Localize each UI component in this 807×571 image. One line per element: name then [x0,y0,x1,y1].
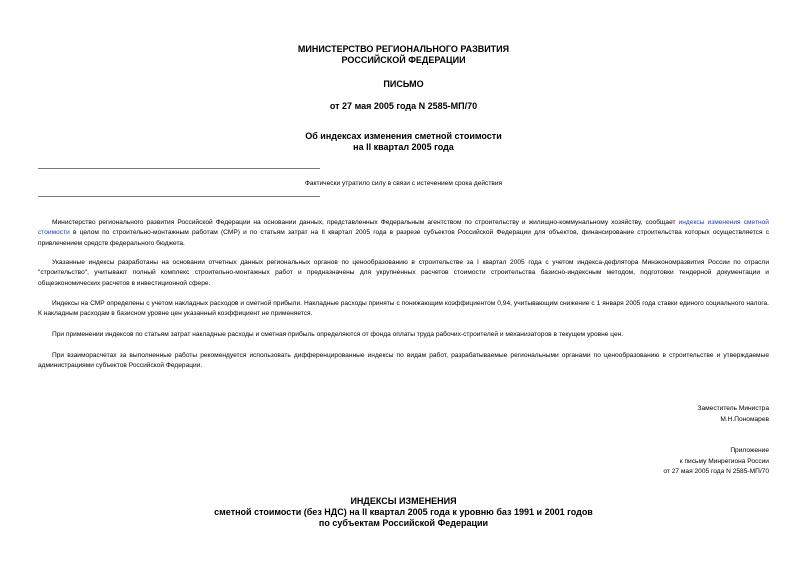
status-note: Фактически утратило силу в связи с истечением срока действия [304,180,503,187]
ministry-name [0,44,807,66]
appendix-date: от 27 мая 2005 года N 2585-МП/70 [663,468,769,475]
paragraph-2: Указанные индексы разработаны на основании отчетных данных региональных органов по ценообразованию в строительстве за I квартал 2005 года с учетом индекса-дефлятора Минэкономразвития России по отрасли "строительство", учитывают полный комплекс строительно-монтажных работ и предназначены для укрупненных расчетов стоимости строительства базисно-индексным методом, подготовки тендерной документации и общеэкономических расчетов в инвестиционной сфере. [38,259,769,287]
indices-title-line-1: ИНДЕКСЫ ИЗМЕНЕНИЯ [350,496,457,506]
subject-line-2: на II квартал 2005 года [353,142,454,152]
indices-title [0,496,807,529]
ministry-line-1: МИНИСТЕРСТВО РЕГИОНАЛЬНОГО РАЗВИТИЯ [297,44,510,54]
indices-link[interactable]: индексы изменения сметной стоимости [38,219,769,237]
appendix-block [663,446,769,478]
divider-top [38,168,320,169]
signature-block [697,404,769,425]
paragraph-1-end: в целом по строительно-монтажным работам (СМР) и по статьям затрат на II квартал 2005 года в разрезе субъектов Российской Федерации для объектов, финансирование строительства которых осуществляется с привлечением средств федерального бюджета. [38,229,769,247]
paragraph-5: При взаиморасчетах за выполненные работы рекомендуется использовать дифференцированные индексы по видам работ, разрабатываемые региональными органами по ценообразованию в строительстве и утверждаемые администрациями субъектов Российской Федерации. [38,352,769,370]
signature-position: Заместитель Министра [697,405,769,412]
paragraph-4: При применении индексов по статьям затрат накладные расходы и сметная прибыль определяются от фонда оплаты труда рабочих-строителей и механизаторов в текущем уровне цен. [52,331,624,338]
doc-type: ПИСЬМО [383,79,424,89]
subject-line-1: Об индексах изменения сметной стоимости [305,131,502,141]
appendix-label: Приложение [730,447,769,454]
paragraph-1-start: Министерство регионального развития Российской Федерации на основании данных, представленных Федеральным агентством по строительству и жилищно-коммунальному хозяйству, сообщает [52,219,679,226]
doc-subject [0,131,807,153]
divider-bottom [38,196,320,197]
appendix-reference: к письму Минрегиона России [679,457,769,465]
paragraph-3: Индексы на СМР определены с учетом накладных расходов и сметной прибыли. Накладные расходы приняты с понижающим коэффициентом 0,94, учитывающим снижение с 1 января 2005 года ставки единого социального налога. К накладным расходам в базисном уровне цен указанный коэффициент не применяется. [38,300,769,318]
indices-title-line-3: по субъектам Российской Федерации [318,518,489,528]
signature-name: М.Н.Пономарев [720,415,769,423]
ministry-line-2: РОССИЙСКОЙ ФЕДЕРАЦИИ [341,55,466,65]
doc-date: от 27 мая 2005 года N 2585-МП/70 [329,101,478,111]
paragraph-1 [38,218,769,249]
indices-title-line-2: сметной стоимости (без НДС) на II квартал 2005 года к уровню баз 1991 и 2001 годов [214,507,593,517]
